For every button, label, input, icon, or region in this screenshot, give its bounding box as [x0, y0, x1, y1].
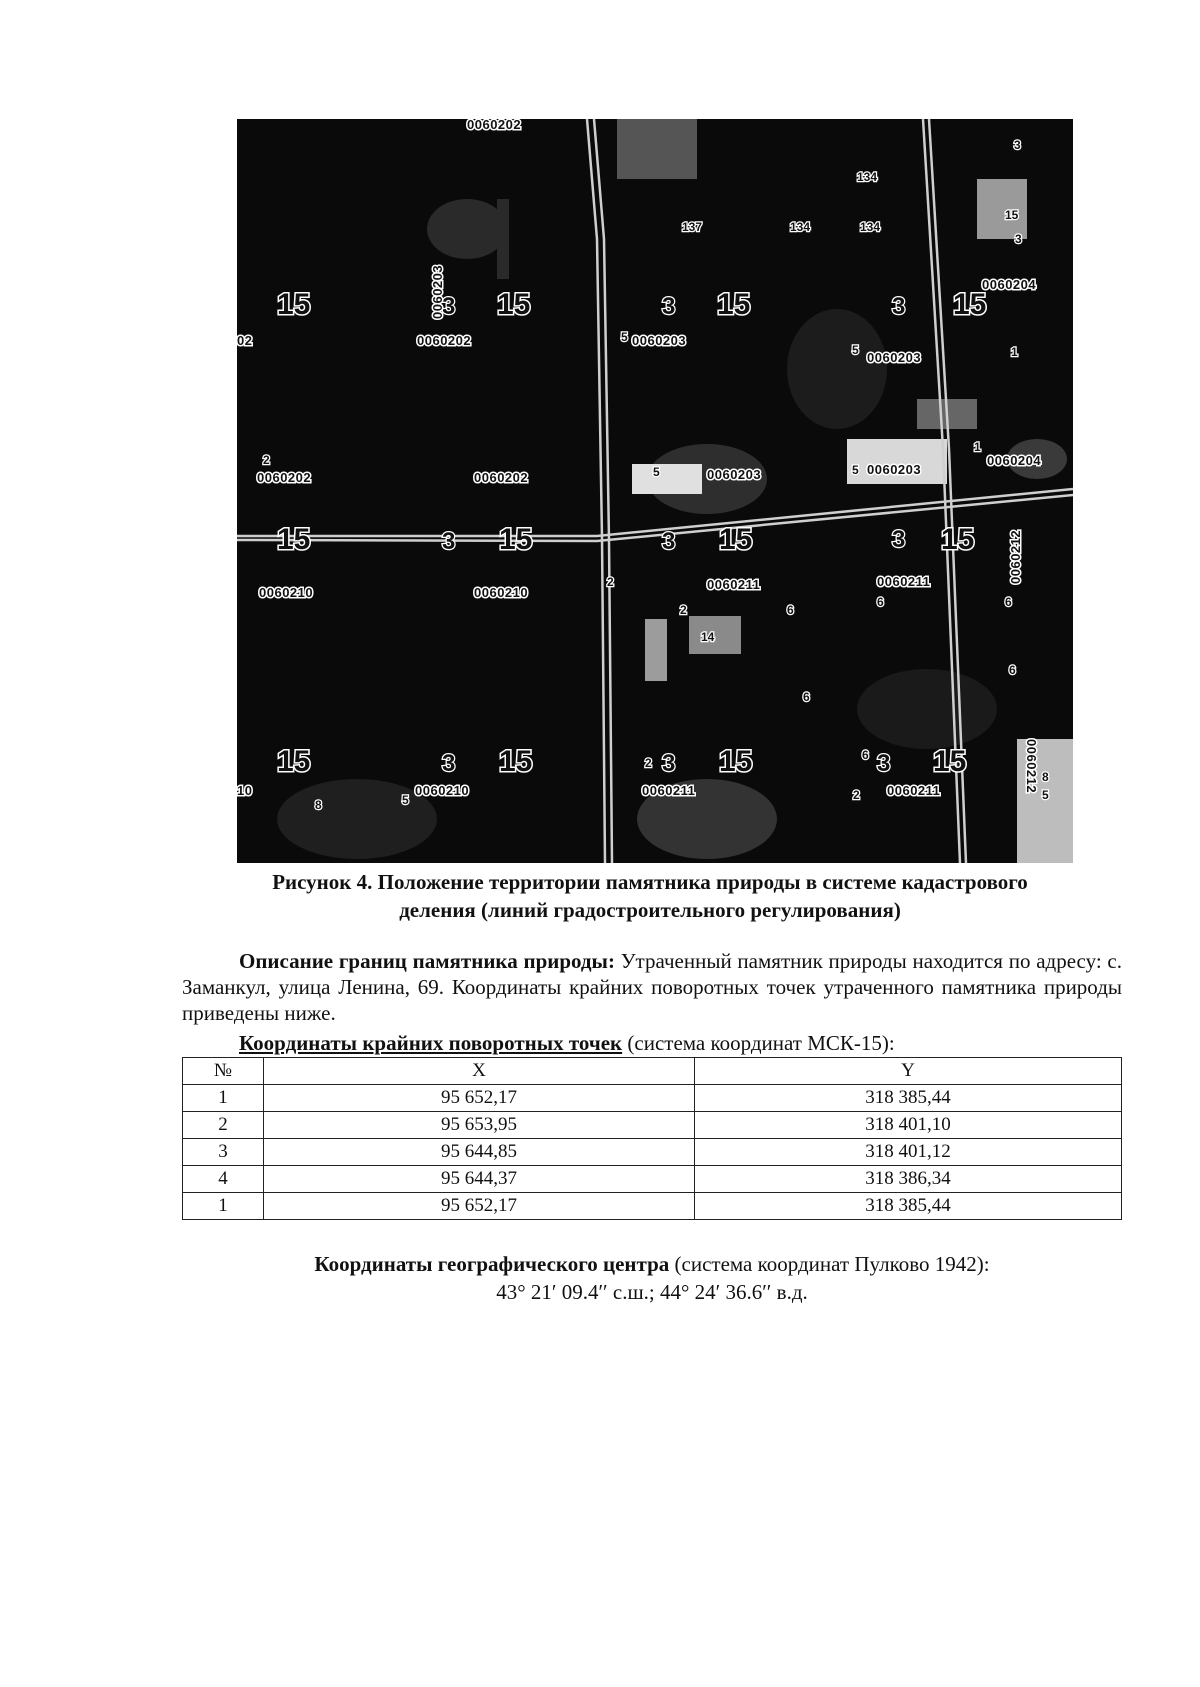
zone-15-label: 15	[277, 523, 311, 556]
description-text: Утраченный памятник природы находится по адресу: с. Заманкул, улица Ленина, 69. Координаты крайних поворотных точек утраченного памятника природы приведены ниже.	[182, 949, 1122, 1025]
parcel-number: 8	[1042, 770, 1049, 784]
point-number: 3	[183, 1139, 264, 1166]
parcel-number: 2	[263, 453, 270, 467]
point-x: 95 644,37	[264, 1166, 695, 1193]
parcel-number: 15	[1005, 208, 1019, 222]
code-label: 0060203	[707, 467, 762, 482]
code-label: 0060203	[632, 333, 687, 348]
parcel-number: 6	[787, 603, 794, 617]
point-y: 318 385,44	[695, 1085, 1122, 1112]
table-header-row	[183, 1058, 1122, 1085]
zone-3-label: 3	[662, 293, 676, 320]
caption-line: Рисунок 4. Положение территории памятника природы в системе кадастрового	[272, 870, 1028, 894]
parcel-number: 2	[645, 756, 652, 770]
table-heading	[239, 1030, 895, 1056]
code-label: 0060210	[259, 585, 314, 600]
geographic-center	[182, 1250, 1122, 1306]
parcel-number: 5	[402, 793, 409, 807]
code-label: 0060203	[867, 350, 922, 365]
parcel-number: 2	[680, 603, 687, 617]
coordinates-table	[182, 1057, 1122, 1220]
zone-15-label: 15	[933, 745, 967, 778]
zone-15-label: 15	[717, 288, 751, 321]
zone-15-label: 15	[719, 523, 753, 556]
parcel-number: 6	[1005, 595, 1012, 609]
table-row	[183, 1085, 1122, 1112]
parcel-number: 134	[860, 220, 881, 234]
figure-caption	[200, 868, 1100, 924]
parcel-number: 6	[803, 690, 810, 704]
point-y: 318 401,10	[695, 1112, 1122, 1139]
table-heading-rest: (система координат МСК-15):	[622, 1031, 895, 1055]
parcel-number: 6	[877, 595, 884, 609]
cadastral-map	[237, 119, 1073, 863]
col-x-header: X	[264, 1058, 695, 1085]
table-heading-bold: Координаты крайних поворотных точек	[239, 1031, 623, 1055]
code-label: 0060202	[257, 470, 312, 485]
caption-line: деления (линий градостроительного регулирования)	[399, 898, 901, 922]
code-label: 0060211	[642, 783, 696, 798]
geo-heading-rest: (система координат Пулково 1942):	[669, 1252, 990, 1276]
parcel-number: 14	[701, 630, 715, 644]
table-row	[183, 1166, 1122, 1193]
edge-code-label: 02	[237, 333, 253, 348]
zone-15-label: 15	[941, 523, 975, 556]
code-label: 0060202	[474, 470, 529, 485]
table-row	[183, 1112, 1122, 1139]
edge-code-label: 10	[237, 783, 253, 798]
zone-15-label: 15	[499, 745, 533, 778]
zone-3-label: 3	[892, 526, 906, 553]
table-row	[183, 1193, 1122, 1220]
zone-3-label: 3	[877, 750, 891, 777]
point-number: 4	[183, 1166, 264, 1193]
zone-15-label: 15	[719, 745, 753, 778]
parcel-number: 3	[1015, 232, 1022, 246]
parcel-number: 5	[1042, 788, 1049, 802]
zone-15-label: 15	[953, 288, 987, 321]
parcel-number: 5	[852, 343, 859, 357]
parcel-number: 134	[790, 220, 811, 234]
geo-coords: 43° 21′ 09.4′′ с.ш.; 44° 24′ 36.6′′ в.д.	[496, 1280, 808, 1304]
geo-heading-bold: Координаты географического центра	[314, 1252, 670, 1276]
parcel-number: 134	[857, 170, 878, 184]
point-number: 1	[183, 1085, 264, 1112]
parcel-number: 137	[682, 220, 703, 234]
parcel-number: 3	[1014, 138, 1021, 152]
parcel-number: 5	[852, 463, 859, 477]
col-number-header: №	[183, 1058, 264, 1085]
point-y: 318 385,44	[695, 1193, 1122, 1220]
code-label: 0060210	[415, 783, 470, 798]
description-lead: Описание границ памятника природы:	[239, 949, 615, 973]
table-row	[183, 1139, 1122, 1166]
code-label: 0060203	[430, 264, 445, 319]
point-y: 318 386,34	[695, 1166, 1122, 1193]
code-label: 0060210	[474, 585, 529, 600]
code-label: 0060212	[1024, 739, 1039, 794]
parcel-number: 6	[862, 748, 869, 762]
point-x: 95 653,95	[264, 1112, 695, 1139]
zone-3-label: 3	[662, 528, 676, 555]
point-y: 318 401,12	[695, 1139, 1122, 1166]
zone-3-label: 3	[662, 750, 676, 777]
point-x: 95 644,85	[264, 1139, 695, 1166]
parcel-number: 8	[315, 798, 322, 812]
code-label: 0060211	[887, 783, 941, 798]
geo-heading	[182, 1250, 1122, 1278]
boundary-description	[182, 948, 1122, 1026]
zone-15-label: 15	[277, 288, 311, 321]
parcel-number: 2	[607, 575, 614, 589]
point-x: 95 652,17	[264, 1085, 695, 1112]
code-label: 0060203	[867, 462, 922, 477]
code-label: 0060202	[417, 333, 472, 348]
code-label: 0060202	[467, 119, 522, 132]
zone-3-label: 3	[892, 293, 906, 320]
point-number: 2	[183, 1112, 264, 1139]
map-svg	[237, 119, 1073, 863]
code-label: 0060204	[982, 277, 1037, 292]
col-y-header: Y	[695, 1058, 1122, 1085]
zone-3-label: 3	[442, 528, 456, 555]
parcel-number: 5	[621, 330, 628, 344]
zone-15-label: 15	[497, 288, 531, 321]
zone-15-label: 15	[499, 523, 533, 556]
point-x: 95 652,17	[264, 1193, 695, 1220]
code-label: 0060211	[877, 574, 931, 589]
code-label: 0060212	[1008, 529, 1023, 584]
code-label: 0060211	[707, 577, 761, 592]
zone-15-label: 15	[277, 745, 311, 778]
zone-3-label: 3	[442, 293, 456, 320]
parcel-number: 5	[653, 465, 660, 479]
code-label: 0060204	[987, 453, 1042, 468]
zone-3-label: 3	[442, 750, 456, 777]
parcel-number: 1	[1011, 345, 1018, 359]
parcel-number: 2	[853, 788, 860, 802]
point-number: 1	[183, 1193, 264, 1220]
parcel-number: 1	[974, 440, 981, 454]
parcel-number: 6	[1009, 663, 1016, 677]
